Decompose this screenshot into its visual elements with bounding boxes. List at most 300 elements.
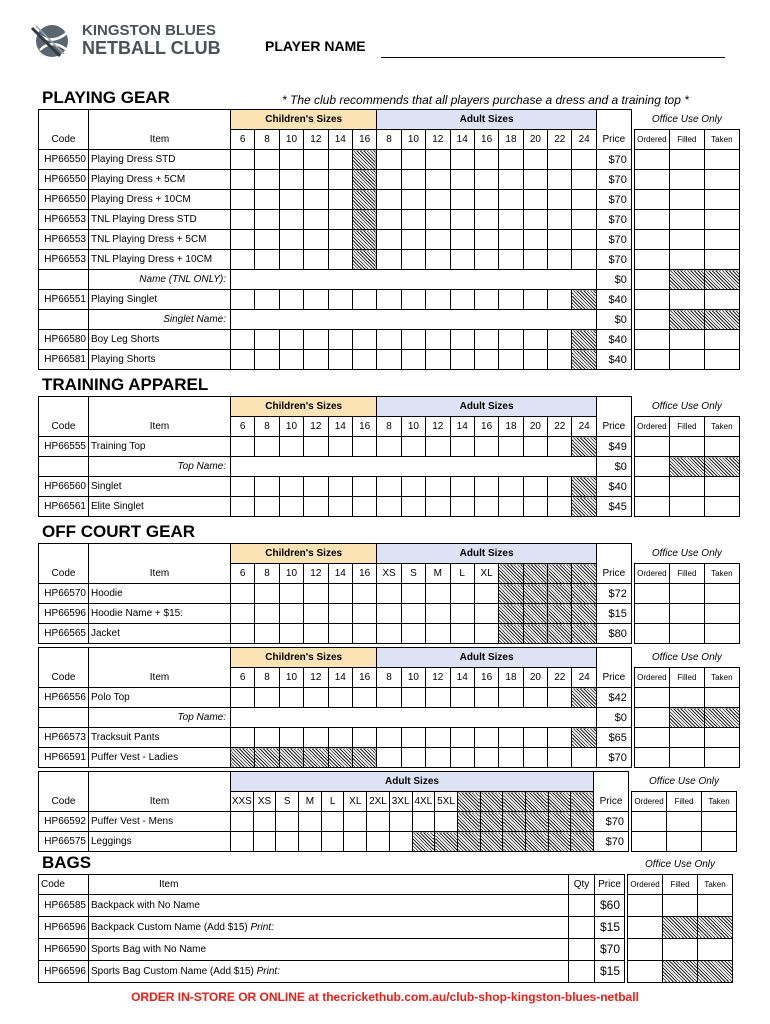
size-qty-cell[interactable]	[523, 688, 547, 708]
size-qty-cell[interactable]	[304, 230, 328, 250]
size-qty-cell[interactable]	[401, 190, 425, 210]
taken-cell[interactable]	[704, 624, 739, 644]
size-qty-cell[interactable]	[523, 230, 547, 250]
name-entry-field[interactable]	[231, 457, 597, 477]
ordered-cell[interactable]	[634, 437, 669, 457]
size-qty-cell[interactable]	[548, 497, 572, 517]
size-qty-cell[interactable]	[401, 290, 425, 310]
qty-cell[interactable]	[569, 960, 595, 982]
taken-cell[interactable]	[702, 832, 737, 852]
size-qty-cell[interactable]	[304, 584, 328, 604]
size-qty-cell[interactable]	[279, 250, 303, 270]
size-qty-cell[interactable]	[304, 477, 328, 497]
filled-cell[interactable]	[669, 290, 704, 310]
size-qty-cell[interactable]	[499, 688, 523, 708]
size-qty-cell[interactable]	[279, 624, 303, 644]
size-qty-cell[interactable]	[377, 624, 401, 644]
size-qty-cell[interactable]	[499, 477, 523, 497]
taken-cell[interactable]	[704, 437, 739, 457]
size-qty-cell[interactable]	[450, 584, 474, 604]
taken-cell[interactable]	[704, 604, 739, 624]
size-qty-cell[interactable]	[401, 584, 425, 604]
size-qty-cell[interactable]	[572, 748, 596, 768]
size-qty-cell[interactable]	[352, 728, 376, 748]
size-qty-cell[interactable]	[450, 250, 474, 270]
filled-cell[interactable]	[669, 210, 704, 230]
size-qty-cell[interactable]	[279, 150, 303, 170]
size-qty-cell[interactable]	[450, 330, 474, 350]
size-qty-cell[interactable]	[548, 350, 572, 370]
filled-cell[interactable]	[669, 748, 704, 768]
size-qty-cell[interactable]	[401, 330, 425, 350]
size-qty-cell[interactable]	[231, 437, 255, 457]
size-qty-cell[interactable]	[499, 230, 523, 250]
ordered-cell[interactable]	[634, 624, 669, 644]
size-qty-cell[interactable]	[377, 477, 401, 497]
size-qty-cell[interactable]	[279, 604, 303, 624]
size-qty-cell[interactable]	[255, 230, 279, 250]
size-qty-cell[interactable]	[426, 604, 450, 624]
size-qty-cell[interactable]	[450, 497, 474, 517]
size-qty-cell[interactable]	[474, 350, 498, 370]
size-qty-cell[interactable]	[499, 497, 523, 517]
taken-cell[interactable]	[698, 938, 733, 960]
size-qty-cell[interactable]	[450, 748, 474, 768]
size-qty-cell[interactable]	[352, 330, 376, 350]
taken-cell[interactable]	[704, 748, 739, 768]
taken-cell[interactable]	[704, 170, 739, 190]
product-name[interactable]: Sports Bag Custom Name (Add $15) Print:	[89, 960, 569, 982]
size-qty-cell[interactable]	[426, 497, 450, 517]
ordered-cell[interactable]	[628, 916, 663, 938]
size-qty-cell[interactable]	[523, 330, 547, 350]
size-qty-cell[interactable]	[328, 190, 352, 210]
size-qty-cell[interactable]	[231, 584, 255, 604]
size-qty-cell[interactable]	[548, 728, 572, 748]
size-qty-cell[interactable]	[548, 330, 572, 350]
size-qty-cell[interactable]	[523, 437, 547, 457]
size-qty-cell[interactable]	[572, 170, 596, 190]
ordered-cell[interactable]	[634, 708, 669, 728]
size-qty-cell[interactable]	[328, 170, 352, 190]
taken-cell[interactable]	[702, 812, 737, 832]
size-qty-cell[interactable]	[255, 210, 279, 230]
size-qty-cell[interactable]	[304, 497, 328, 517]
size-qty-cell[interactable]	[474, 210, 498, 230]
size-qty-cell[interactable]	[450, 688, 474, 708]
size-qty-cell[interactable]	[231, 170, 255, 190]
size-qty-cell[interactable]	[499, 190, 523, 210]
size-qty-cell[interactable]	[474, 688, 498, 708]
size-qty-cell[interactable]	[279, 728, 303, 748]
filled-cell[interactable]	[669, 250, 704, 270]
size-qty-cell[interactable]	[352, 477, 376, 497]
size-qty-cell[interactable]	[255, 624, 279, 644]
size-qty-cell[interactable]	[377, 604, 401, 624]
size-qty-cell[interactable]	[367, 812, 390, 832]
size-qty-cell[interactable]	[450, 728, 474, 748]
size-qty-cell[interactable]	[426, 170, 450, 190]
size-qty-cell[interactable]	[499, 437, 523, 457]
size-qty-cell[interactable]	[255, 330, 279, 350]
size-qty-cell[interactable]	[401, 624, 425, 644]
size-qty-cell[interactable]	[401, 437, 425, 457]
size-qty-cell[interactable]	[474, 497, 498, 517]
size-qty-cell[interactable]	[401, 170, 425, 190]
ordered-cell[interactable]	[634, 190, 669, 210]
size-qty-cell[interactable]	[401, 748, 425, 768]
size-qty-cell[interactable]	[499, 210, 523, 230]
size-qty-cell[interactable]	[231, 230, 255, 250]
ordered-cell[interactable]	[632, 812, 667, 832]
filled-cell[interactable]	[669, 230, 704, 250]
size-qty-cell[interactable]	[426, 210, 450, 230]
size-qty-cell[interactable]	[450, 604, 474, 624]
size-qty-cell[interactable]	[548, 748, 572, 768]
size-qty-cell[interactable]	[279, 477, 303, 497]
size-qty-cell[interactable]	[548, 688, 572, 708]
size-qty-cell[interactable]	[548, 210, 572, 230]
taken-cell[interactable]	[704, 250, 739, 270]
ordered-cell[interactable]	[628, 894, 663, 916]
size-qty-cell[interactable]	[426, 437, 450, 457]
taken-cell[interactable]	[698, 894, 733, 916]
size-qty-cell[interactable]	[352, 604, 376, 624]
size-qty-cell[interactable]	[279, 688, 303, 708]
size-qty-cell[interactable]	[304, 728, 328, 748]
size-qty-cell[interactable]	[523, 497, 547, 517]
size-qty-cell[interactable]	[255, 190, 279, 210]
size-qty-cell[interactable]	[328, 350, 352, 370]
filled-cell[interactable]	[669, 728, 704, 748]
size-qty-cell[interactable]	[548, 230, 572, 250]
size-qty-cell[interactable]	[572, 190, 596, 210]
filled-cell[interactable]	[669, 170, 704, 190]
taken-cell[interactable]	[704, 290, 739, 310]
size-qty-cell[interactable]	[304, 190, 328, 210]
size-qty-cell[interactable]	[276, 812, 299, 832]
filled-cell[interactable]	[669, 330, 704, 350]
size-qty-cell[interactable]	[474, 230, 498, 250]
size-qty-cell[interactable]	[279, 584, 303, 604]
size-qty-cell[interactable]	[499, 170, 523, 190]
filled-cell[interactable]	[669, 150, 704, 170]
size-qty-cell[interactable]	[401, 150, 425, 170]
size-qty-cell[interactable]	[377, 748, 401, 768]
size-qty-cell[interactable]	[474, 250, 498, 270]
size-qty-cell[interactable]	[231, 497, 255, 517]
size-qty-cell[interactable]	[255, 604, 279, 624]
size-qty-cell[interactable]	[401, 688, 425, 708]
size-qty-cell[interactable]	[474, 748, 498, 768]
size-qty-cell[interactable]	[304, 150, 328, 170]
size-qty-cell[interactable]	[523, 210, 547, 230]
size-qty-cell[interactable]	[377, 170, 401, 190]
size-qty-cell[interactable]	[328, 437, 352, 457]
size-qty-cell[interactable]	[253, 832, 276, 852]
size-qty-cell[interactable]	[426, 290, 450, 310]
size-qty-cell[interactable]	[328, 584, 352, 604]
size-qty-cell[interactable]	[426, 728, 450, 748]
qty-cell[interactable]	[569, 916, 595, 938]
size-qty-cell[interactable]	[523, 290, 547, 310]
size-qty-cell[interactable]	[499, 250, 523, 270]
size-qty-cell[interactable]	[548, 150, 572, 170]
size-qty-cell[interactable]	[426, 584, 450, 604]
size-qty-cell[interactable]	[474, 170, 498, 190]
size-qty-cell[interactable]	[304, 170, 328, 190]
size-qty-cell[interactable]	[377, 190, 401, 210]
size-qty-cell[interactable]	[304, 604, 328, 624]
size-qty-cell[interactable]	[231, 728, 255, 748]
size-qty-cell[interactable]	[328, 210, 352, 230]
filled-cell[interactable]	[669, 497, 704, 517]
size-qty-cell[interactable]	[426, 350, 450, 370]
size-qty-cell[interactable]	[344, 812, 367, 832]
size-qty-cell[interactable]	[450, 624, 474, 644]
size-qty-cell[interactable]	[389, 832, 412, 852]
size-qty-cell[interactable]	[279, 497, 303, 517]
size-qty-cell[interactable]	[401, 230, 425, 250]
size-qty-cell[interactable]	[474, 604, 498, 624]
size-qty-cell[interactable]	[377, 330, 401, 350]
size-qty-cell[interactable]	[377, 437, 401, 457]
taken-cell[interactable]	[704, 230, 739, 250]
size-qty-cell[interactable]	[474, 437, 498, 457]
filled-cell[interactable]	[669, 688, 704, 708]
size-qty-cell[interactable]	[548, 477, 572, 497]
size-qty-cell[interactable]	[450, 437, 474, 457]
size-qty-cell[interactable]	[304, 437, 328, 457]
filled-cell[interactable]	[669, 477, 704, 497]
ordered-cell[interactable]	[634, 170, 669, 190]
size-qty-cell[interactable]	[401, 497, 425, 517]
taken-cell[interactable]	[704, 688, 739, 708]
size-qty-cell[interactable]	[255, 250, 279, 270]
size-qty-cell[interactable]	[450, 210, 474, 230]
size-qty-cell[interactable]	[328, 290, 352, 310]
size-qty-cell[interactable]	[426, 477, 450, 497]
size-qty-cell[interactable]	[377, 210, 401, 230]
filled-cell[interactable]	[669, 584, 704, 604]
size-qty-cell[interactable]	[321, 812, 344, 832]
size-qty-cell[interactable]	[304, 210, 328, 230]
size-qty-cell[interactable]	[523, 190, 547, 210]
filled-cell[interactable]	[663, 938, 698, 960]
size-qty-cell[interactable]	[231, 688, 255, 708]
size-qty-cell[interactable]	[279, 170, 303, 190]
size-qty-cell[interactable]	[474, 624, 498, 644]
size-qty-cell[interactable]	[499, 150, 523, 170]
size-qty-cell[interactable]	[548, 190, 572, 210]
size-qty-cell[interactable]	[304, 624, 328, 644]
size-qty-cell[interactable]	[328, 330, 352, 350]
size-qty-cell[interactable]	[279, 230, 303, 250]
qty-cell[interactable]	[569, 938, 595, 960]
size-qty-cell[interactable]	[279, 437, 303, 457]
size-qty-cell[interactable]	[474, 190, 498, 210]
size-qty-cell[interactable]	[450, 190, 474, 210]
size-qty-cell[interactable]	[426, 748, 450, 768]
size-qty-cell[interactable]	[523, 250, 547, 270]
size-qty-cell[interactable]	[474, 290, 498, 310]
filled-cell[interactable]	[667, 812, 702, 832]
size-qty-cell[interactable]	[377, 350, 401, 370]
product-name[interactable]: Backpack Custom Name (Add $15) Print:	[89, 916, 569, 938]
size-qty-cell[interactable]	[377, 150, 401, 170]
name-entry-field[interactable]	[231, 310, 597, 330]
size-qty-cell[interactable]	[426, 150, 450, 170]
ordered-cell[interactable]	[634, 350, 669, 370]
size-qty-cell[interactable]	[377, 290, 401, 310]
size-qty-cell[interactable]	[255, 150, 279, 170]
ordered-cell[interactable]	[634, 604, 669, 624]
player-name-input-line[interactable]	[381, 57, 725, 58]
size-qty-cell[interactable]	[231, 210, 255, 230]
size-qty-cell[interactable]	[474, 584, 498, 604]
size-qty-cell[interactable]	[299, 812, 322, 832]
taken-cell[interactable]	[704, 210, 739, 230]
size-qty-cell[interactable]	[499, 728, 523, 748]
size-qty-cell[interactable]	[401, 477, 425, 497]
size-qty-cell[interactable]	[450, 150, 474, 170]
size-qty-cell[interactable]	[377, 688, 401, 708]
size-qty-cell[interactable]	[231, 250, 255, 270]
size-qty-cell[interactable]	[255, 497, 279, 517]
size-qty-cell[interactable]	[352, 624, 376, 644]
size-qty-cell[interactable]	[279, 350, 303, 370]
name-entry-field[interactable]	[231, 270, 597, 290]
ordered-cell[interactable]	[634, 270, 669, 290]
size-qty-cell[interactable]	[231, 150, 255, 170]
size-qty-cell[interactable]	[328, 497, 352, 517]
taken-cell[interactable]	[704, 728, 739, 748]
size-qty-cell[interactable]	[401, 350, 425, 370]
size-qty-cell[interactable]	[231, 477, 255, 497]
size-qty-cell[interactable]	[474, 330, 498, 350]
taken-cell[interactable]	[704, 190, 739, 210]
ordered-cell[interactable]	[634, 748, 669, 768]
ordered-cell[interactable]	[634, 230, 669, 250]
size-qty-cell[interactable]	[377, 584, 401, 604]
size-qty-cell[interactable]	[401, 604, 425, 624]
size-qty-cell[interactable]	[435, 812, 458, 832]
size-qty-cell[interactable]	[548, 250, 572, 270]
size-qty-cell[interactable]	[304, 250, 328, 270]
size-qty-cell[interactable]	[255, 728, 279, 748]
size-qty-cell[interactable]	[548, 290, 572, 310]
ordered-cell[interactable]	[634, 150, 669, 170]
ordered-cell[interactable]	[634, 688, 669, 708]
size-qty-cell[interactable]	[426, 190, 450, 210]
size-qty-cell[interactable]	[276, 832, 299, 852]
size-qty-cell[interactable]	[474, 477, 498, 497]
filled-cell[interactable]	[663, 894, 698, 916]
ordered-cell[interactable]	[634, 290, 669, 310]
size-qty-cell[interactable]	[352, 584, 376, 604]
size-qty-cell[interactable]	[328, 688, 352, 708]
size-qty-cell[interactable]	[450, 350, 474, 370]
ordered-cell[interactable]	[634, 584, 669, 604]
size-qty-cell[interactable]	[377, 250, 401, 270]
size-qty-cell[interactable]	[412, 812, 435, 832]
size-qty-cell[interactable]	[474, 150, 498, 170]
size-qty-cell[interactable]	[572, 210, 596, 230]
size-qty-cell[interactable]	[377, 728, 401, 748]
size-qty-cell[interactable]	[401, 210, 425, 230]
size-qty-cell[interactable]	[523, 150, 547, 170]
size-qty-cell[interactable]	[377, 497, 401, 517]
size-qty-cell[interactable]	[328, 728, 352, 748]
size-qty-cell[interactable]	[450, 290, 474, 310]
size-qty-cell[interactable]	[344, 832, 367, 852]
filled-cell[interactable]	[669, 437, 704, 457]
size-qty-cell[interactable]	[450, 170, 474, 190]
ordered-cell[interactable]	[634, 250, 669, 270]
filled-cell[interactable]	[669, 604, 704, 624]
size-qty-cell[interactable]	[352, 350, 376, 370]
size-qty-cell[interactable]	[352, 290, 376, 310]
size-qty-cell[interactable]	[255, 584, 279, 604]
size-qty-cell[interactable]	[426, 230, 450, 250]
size-qty-cell[interactable]	[572, 250, 596, 270]
size-qty-cell[interactable]	[523, 350, 547, 370]
taken-cell[interactable]	[704, 150, 739, 170]
size-qty-cell[interactable]	[352, 437, 376, 457]
size-qty-cell[interactable]	[231, 832, 254, 852]
size-qty-cell[interactable]	[255, 290, 279, 310]
name-entry-field[interactable]	[231, 708, 597, 728]
size-qty-cell[interactable]	[304, 350, 328, 370]
size-qty-cell[interactable]	[523, 728, 547, 748]
filled-cell[interactable]	[669, 624, 704, 644]
size-qty-cell[interactable]	[474, 728, 498, 748]
size-qty-cell[interactable]	[328, 150, 352, 170]
size-qty-cell[interactable]	[499, 350, 523, 370]
ordered-cell[interactable]	[628, 960, 663, 982]
size-qty-cell[interactable]	[279, 330, 303, 350]
size-qty-cell[interactable]	[426, 624, 450, 644]
size-qty-cell[interactable]	[328, 230, 352, 250]
filled-cell[interactable]	[667, 832, 702, 852]
size-qty-cell[interactable]	[231, 190, 255, 210]
size-qty-cell[interactable]	[499, 290, 523, 310]
size-qty-cell[interactable]	[231, 330, 255, 350]
size-qty-cell[interactable]	[231, 812, 254, 832]
size-qty-cell[interactable]	[572, 150, 596, 170]
ordered-cell[interactable]	[634, 310, 669, 330]
size-qty-cell[interactable]	[255, 688, 279, 708]
size-qty-cell[interactable]	[321, 832, 344, 852]
size-qty-cell[interactable]	[523, 170, 547, 190]
size-qty-cell[interactable]	[426, 250, 450, 270]
size-qty-cell[interactable]	[328, 477, 352, 497]
size-qty-cell[interactable]	[450, 230, 474, 250]
size-qty-cell[interactable]	[304, 330, 328, 350]
size-qty-cell[interactable]	[401, 250, 425, 270]
size-qty-cell[interactable]	[523, 748, 547, 768]
taken-cell[interactable]	[704, 584, 739, 604]
size-qty-cell[interactable]	[279, 210, 303, 230]
size-qty-cell[interactable]	[328, 624, 352, 644]
taken-cell[interactable]	[704, 330, 739, 350]
ordered-cell[interactable]	[634, 497, 669, 517]
size-qty-cell[interactable]	[279, 190, 303, 210]
size-qty-cell[interactable]	[231, 624, 255, 644]
size-qty-cell[interactable]	[255, 437, 279, 457]
size-qty-cell[interactable]	[389, 812, 412, 832]
ordered-cell[interactable]	[634, 330, 669, 350]
